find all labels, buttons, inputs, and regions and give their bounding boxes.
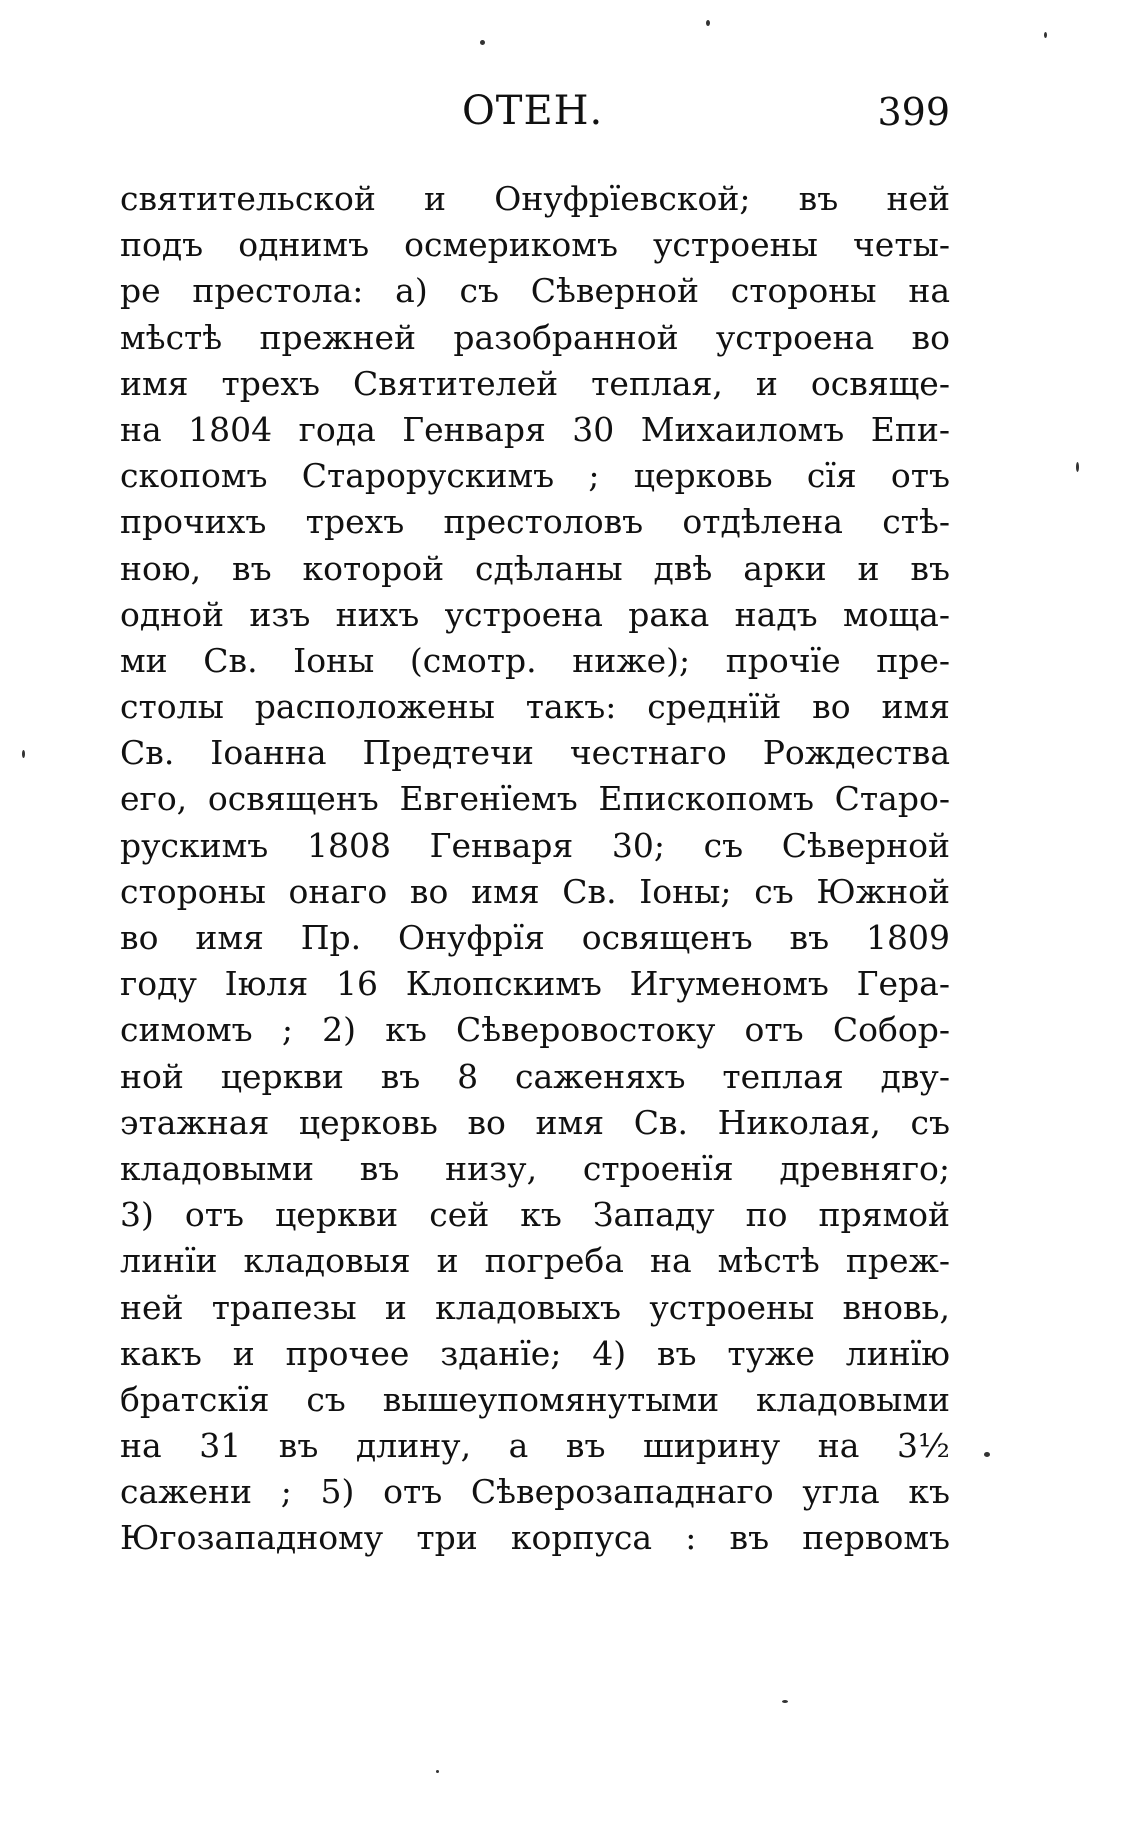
text-line: рускимъ 1808 Генваря 30; съ Сѣверной bbox=[120, 825, 950, 865]
scan-speck bbox=[1044, 32, 1047, 38]
text-line: 3) отъ церкви сей къ Западу по прямой bbox=[120, 1195, 950, 1235]
text-line: ми Св. Іоны (смотр. ниже); прочїе пре- bbox=[120, 640, 950, 680]
scan-speck bbox=[984, 1452, 990, 1457]
text-line: Югозападному три корпуса : въ первомъ bbox=[120, 1518, 950, 1558]
text-line: ре престола: а) съ Сѣверной стороны на bbox=[120, 271, 950, 311]
body-text bbox=[120, 176, 950, 1562]
text-line: симомъ ; 2) къ Сѣверовостоку отъ Собор- bbox=[120, 1010, 950, 1050]
text-line: на 31 въ длину, а въ ширину на 3½ bbox=[120, 1426, 950, 1466]
text-line: году Іюля 16 Клопскимъ Игуменомъ Гера- bbox=[120, 964, 950, 1004]
scan-speck bbox=[706, 20, 710, 26]
text-line: братскїя съ вышеупомянутыми кладовыми bbox=[120, 1379, 950, 1419]
text-line: скопомъ Старорускимъ ; церковь сїя отъ bbox=[120, 456, 950, 496]
text-line: на 1804 года Генваря 30 Михаиломъ Епи- bbox=[120, 409, 950, 449]
running-head-title: ОТЕН. bbox=[462, 88, 604, 134]
text-line: стороны онаго во имя Св. Іоны; съ Южной bbox=[120, 871, 950, 911]
text-line: подъ однимъ осмерикомъ устроены четы- bbox=[120, 225, 950, 265]
text-line: имя трехъ Святителей теплая, и освяще- bbox=[120, 363, 950, 403]
text-line: кладовыми въ низу, строенїя древняго; bbox=[120, 1148, 950, 1188]
text-line: одной изъ нихъ устроена рака надъ моща- bbox=[120, 594, 950, 634]
scan-speck bbox=[480, 40, 485, 45]
text-line: Св. Іоанна Предтечи честнаго Рождества bbox=[120, 733, 950, 773]
text-line: сажени ; 5) отъ Сѣверозападнаго угла къ bbox=[120, 1472, 950, 1512]
text-line: святительской и Онуфрїевской; въ ней bbox=[120, 179, 950, 218]
text-line: ною, въ которой сдѣланы двѣ арки и въ bbox=[120, 548, 950, 588]
text-line: ной церкви въ 8 саженяхъ теплая дву- bbox=[120, 1056, 950, 1096]
text-line: ней трапезы и кладовыхъ устроены вновь, bbox=[120, 1287, 950, 1327]
text-line: прочихъ трехъ престоловъ отдѣлена стѣ- bbox=[120, 502, 950, 542]
text-line: его, освященъ Евгенїемъ Епископомъ Старо- bbox=[120, 779, 950, 819]
text-line: во имя Пр. Онуфрїя освященъ въ 1809 bbox=[120, 918, 950, 957]
text-line: линїи кладовыя и погреба на мѣстѣ преж- bbox=[120, 1241, 950, 1281]
text-line: столы расположены такъ: среднїй во имя bbox=[120, 687, 950, 727]
text-line: какъ и прочее зданїе; 4) въ туже линїю bbox=[120, 1333, 950, 1373]
text-line: мѣстѣ прежней разобранной устроена во bbox=[120, 317, 950, 357]
scan-speck bbox=[436, 1770, 439, 1773]
scan-speck bbox=[1076, 462, 1079, 472]
page-number: 399 bbox=[877, 90, 950, 134]
scan-speck bbox=[782, 1700, 788, 1703]
text-line: этажная церковь во имя Св. Николая, съ bbox=[120, 1102, 950, 1142]
scan-speck bbox=[22, 750, 25, 758]
running-head bbox=[120, 88, 950, 148]
